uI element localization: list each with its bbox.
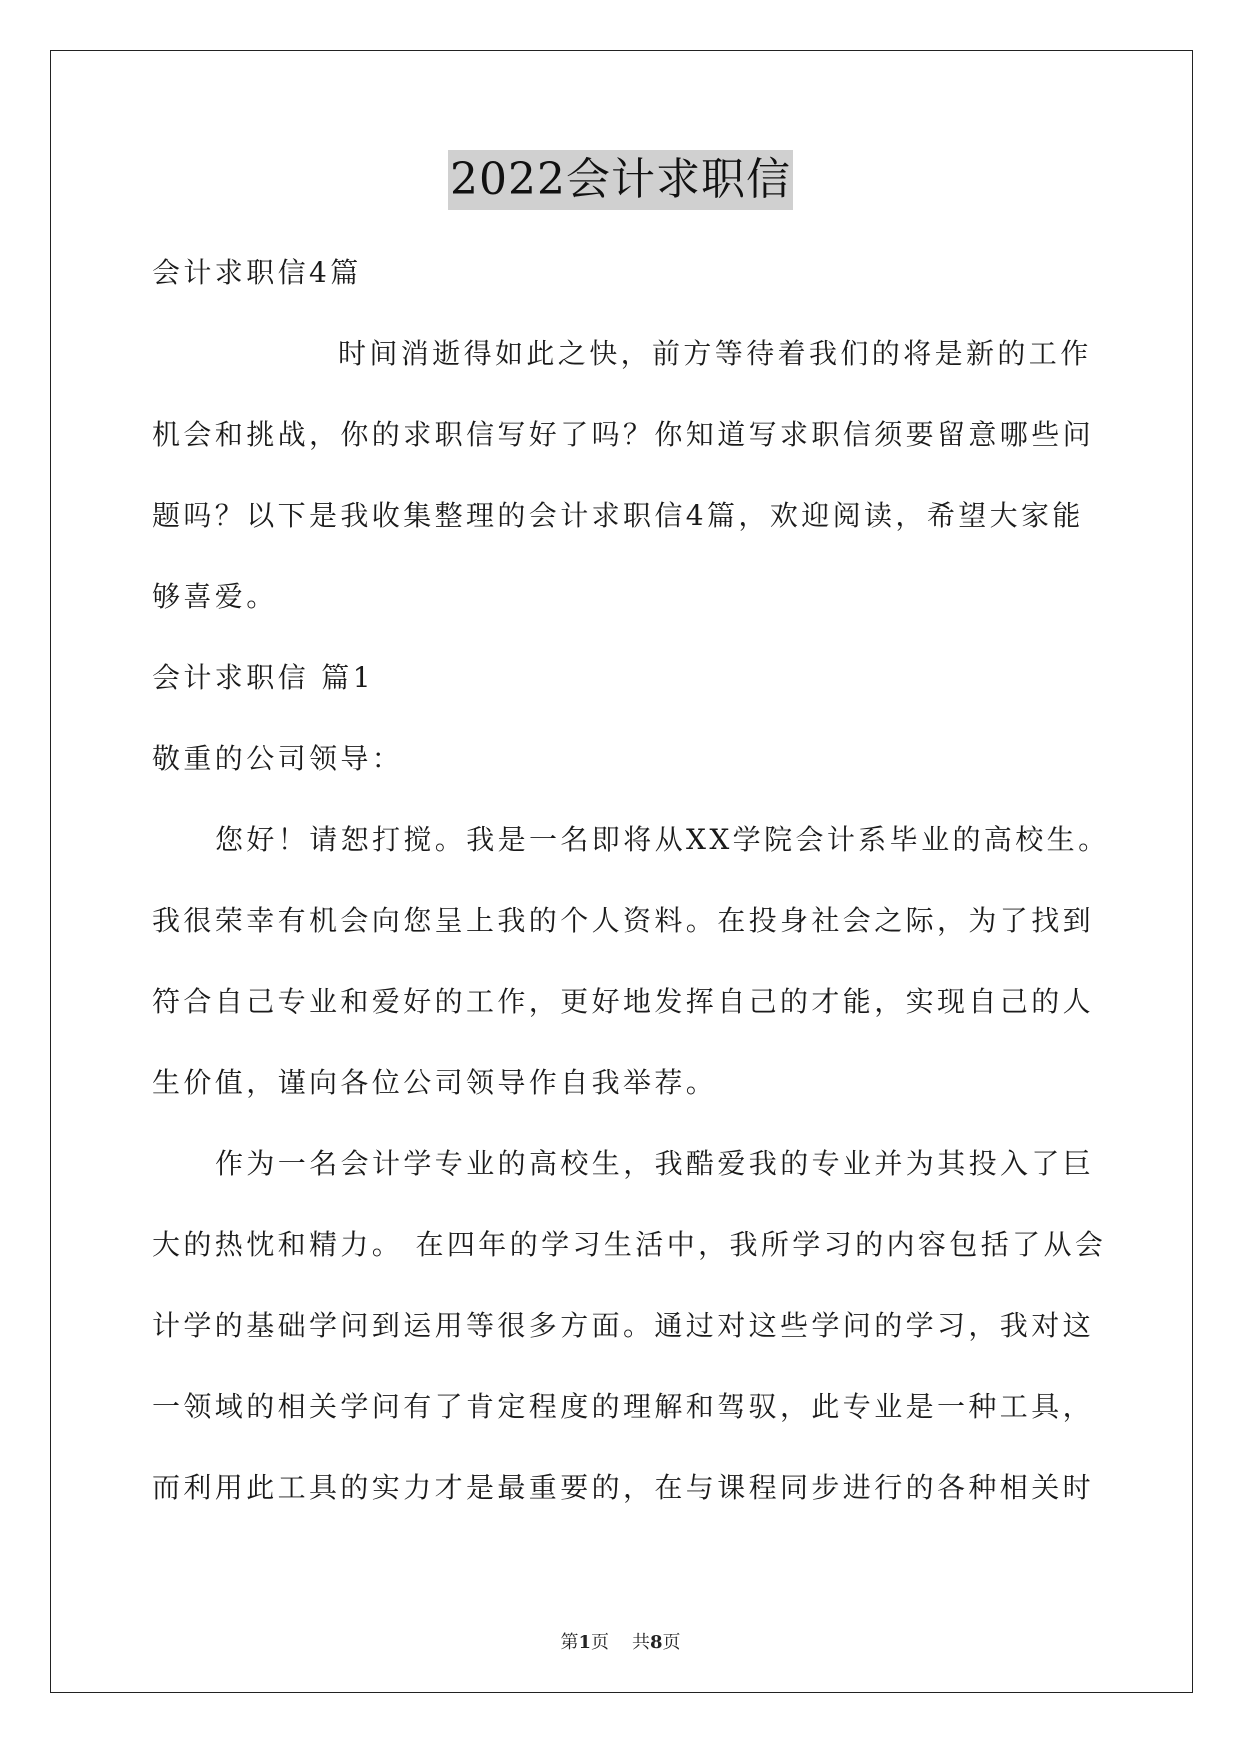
total-pages: 8 bbox=[649, 1632, 663, 1653]
total-prefix: 共 bbox=[631, 1632, 650, 1653]
paragraph-line: 一领域的相关学问有了肯定程度的理解和驾驭，此专业是一种工具， bbox=[152, 1390, 1095, 1423]
page-number: 1 bbox=[578, 1632, 592, 1653]
page-prefix: 第 bbox=[560, 1632, 579, 1653]
paragraph-line: 计学的基础学问到运用等很多方面。通过对这些学问的学习，我对这 bbox=[152, 1309, 1095, 1342]
intro-line: 机会和挑战，你的求职信写好了吗？你知道写求职信须要留意哪些问 bbox=[152, 418, 1095, 451]
page-suffix: 页 bbox=[591, 1632, 610, 1653]
salutation: 敬重的公司领导： bbox=[152, 742, 404, 775]
document-body bbox=[152, 232, 1110, 1528]
document-title: 2022会计求职信 bbox=[448, 150, 793, 210]
intro-line: 时间消逝得如此之快，前方等待着我们的将是新的工作 bbox=[338, 337, 1092, 370]
total-suffix: 页 bbox=[662, 1632, 681, 1653]
paragraph-line: 大的热忱和精力。 在四年的学习生活中，我所学习的内容包括了从会 bbox=[152, 1228, 1107, 1261]
section-heading: 会计求职信 篇1 bbox=[152, 661, 374, 694]
paragraph-line: 作为一名会计学专业的高校生，我酷爱我的专业并为其投入了巨 bbox=[215, 1147, 1095, 1180]
intro-line: 够喜爱。 bbox=[152, 580, 278, 613]
paragraph-line: 我很荣幸有机会向您呈上我的个人资料。在投身社会之际，为了找到 bbox=[152, 904, 1095, 937]
intro-line: 题吗？以下是我收集整理的会计求职信4篇，欢迎阅读，希望大家能 bbox=[152, 499, 1084, 532]
title-container bbox=[0, 150, 1241, 210]
paragraph-line: 符合自己专业和爱好的工作，更好地发挥自己的才能，实现自己的人 bbox=[152, 985, 1095, 1018]
paragraph-line: 而利用此工具的实力才是最重要的，在与课程同步进行的各种相关时 bbox=[152, 1471, 1095, 1504]
page-footer bbox=[0, 1628, 1241, 1654]
paragraph-line: 您好！请恕打搅。我是一名即将从XX学院会计系毕业的高校生。 bbox=[215, 823, 1110, 856]
subtitle-line: 会计求职信4篇 bbox=[152, 256, 362, 289]
paragraph-line: 生价值，谨向各位公司领导作自我举荐。 bbox=[152, 1066, 718, 1099]
